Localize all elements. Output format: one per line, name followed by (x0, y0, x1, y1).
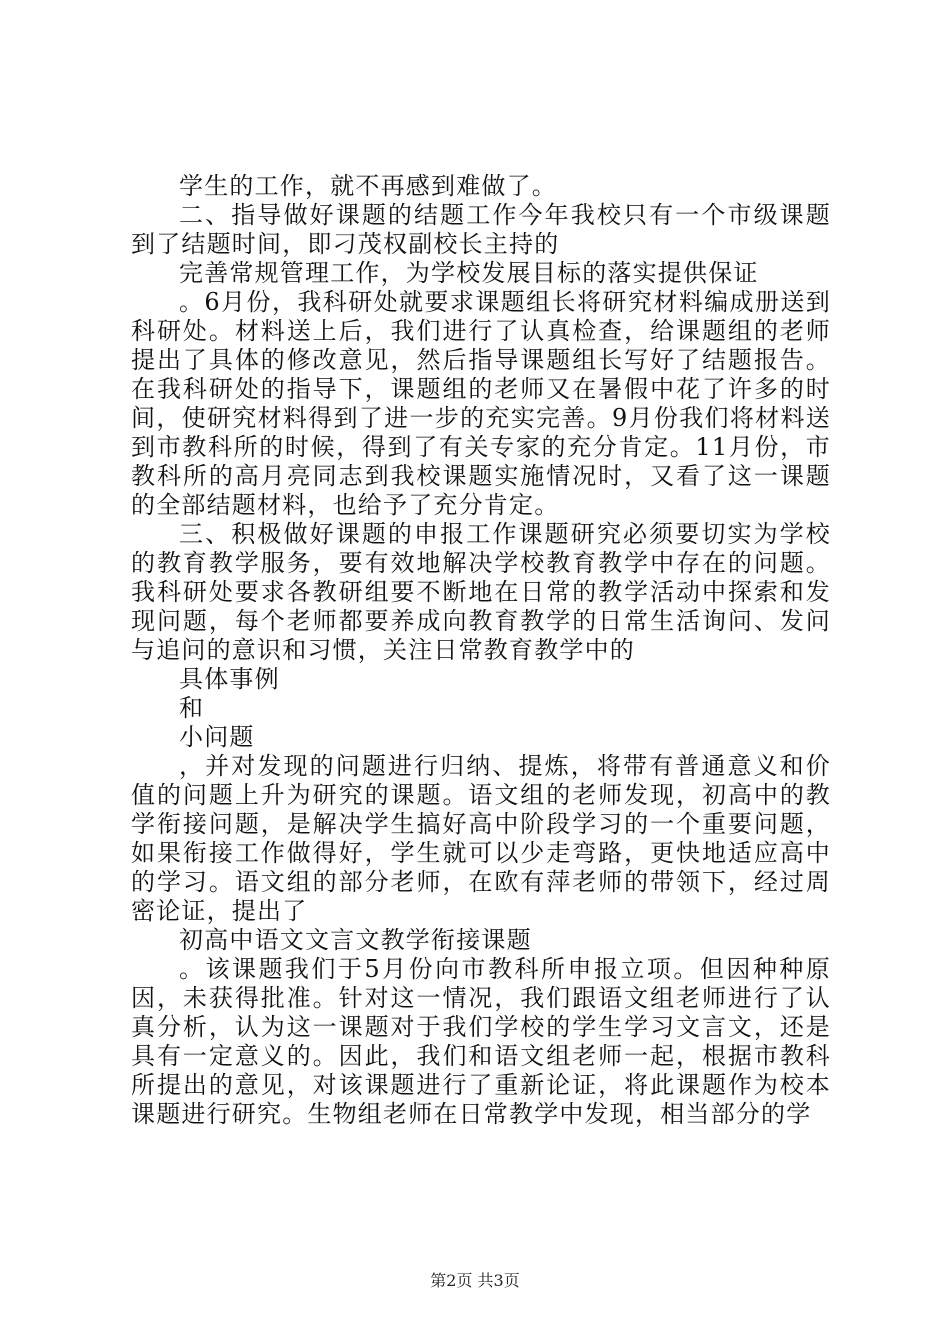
paragraph: 小问题 (179, 723, 255, 751)
paragraph: 。6月份，我科研处就要求课题组长将研究材料编成册送到科研处。材料送上后，我们进行了认真检查，给课题组的老师提出了具体的修改意见，然后指导课题组长写好了结题报告。在我科研处的指导下，课题组的老师又在暑假中花了许多的时间，使研究材料得到了进一步的充实完善。9月份我们将材料送到市教科所的时候，得到了有关专家的充分肯定。11月份，市教科所的高月亮同志到我校课题实施情况时，又看了这一课题的全部结题材料，也给予了充分肯定。 (131, 288, 831, 519)
paragraph: 二、指导做好课题的结题工作今年我校只有一个市级课题到了结题时间，即刁茂权副校长主持的 (131, 201, 831, 258)
paragraph: 三、积极做好课题的申报工作课题研究必须要切实为学校的教育教学服务，要有效地解决学校教育教学中存在的问题。我科研处要求各教研组要不断地在日常的教学活动中探索和发现问题，每个老师都要养成向教育教学的日常生活询问、发问与追问的意识和习惯，关注日常教育教学中的 (131, 520, 831, 664)
page-footer (0, 1271, 950, 1291)
page-number: 第2页 共3页 (430, 1271, 520, 1290)
paragraph: ，并对发现的问题进行归纳、提炼，将带有普通意义和价值的问题上升为研究的课题。语文组的老师发现，初高中的教学衔接问题，是解决学生搞好高中阶段学习的一个重要问题，如果衔接工作做得好，学生就可以少走弯路，更快地适应高中的学习。语文组的部分老师，在欧有萍老师的带领下，经过周密论证，提出了 (131, 752, 831, 925)
paragraph: 和 (179, 694, 205, 722)
document-body (131, 172, 831, 1129)
paragraph: 完善常规管理工作，为学校发展目标的落实提供保证 (179, 259, 759, 287)
paragraph: 初高中语文文言文教学衔接课题 (179, 926, 532, 954)
paragraph: 具体事例 (179, 665, 280, 693)
paragraph: 学生的工作，就不再感到难做了。 (179, 172, 557, 200)
paragraph: 。该课题我们于5月份向市教科所申报立项。但因种种原因，未获得批准。针对这一情况，我们跟语文组老师进行了认真分析，认为这一课题对于我们学校的学生学习文言文，还是具有一定意义的。因此，我们和语文组老师一起，根据市教科所提出的意见，对该课题进行了重新论证，将此课题作为校本课题进行研究。生物组老师在日常教学中发现，相当部分的学 (131, 955, 831, 1128)
